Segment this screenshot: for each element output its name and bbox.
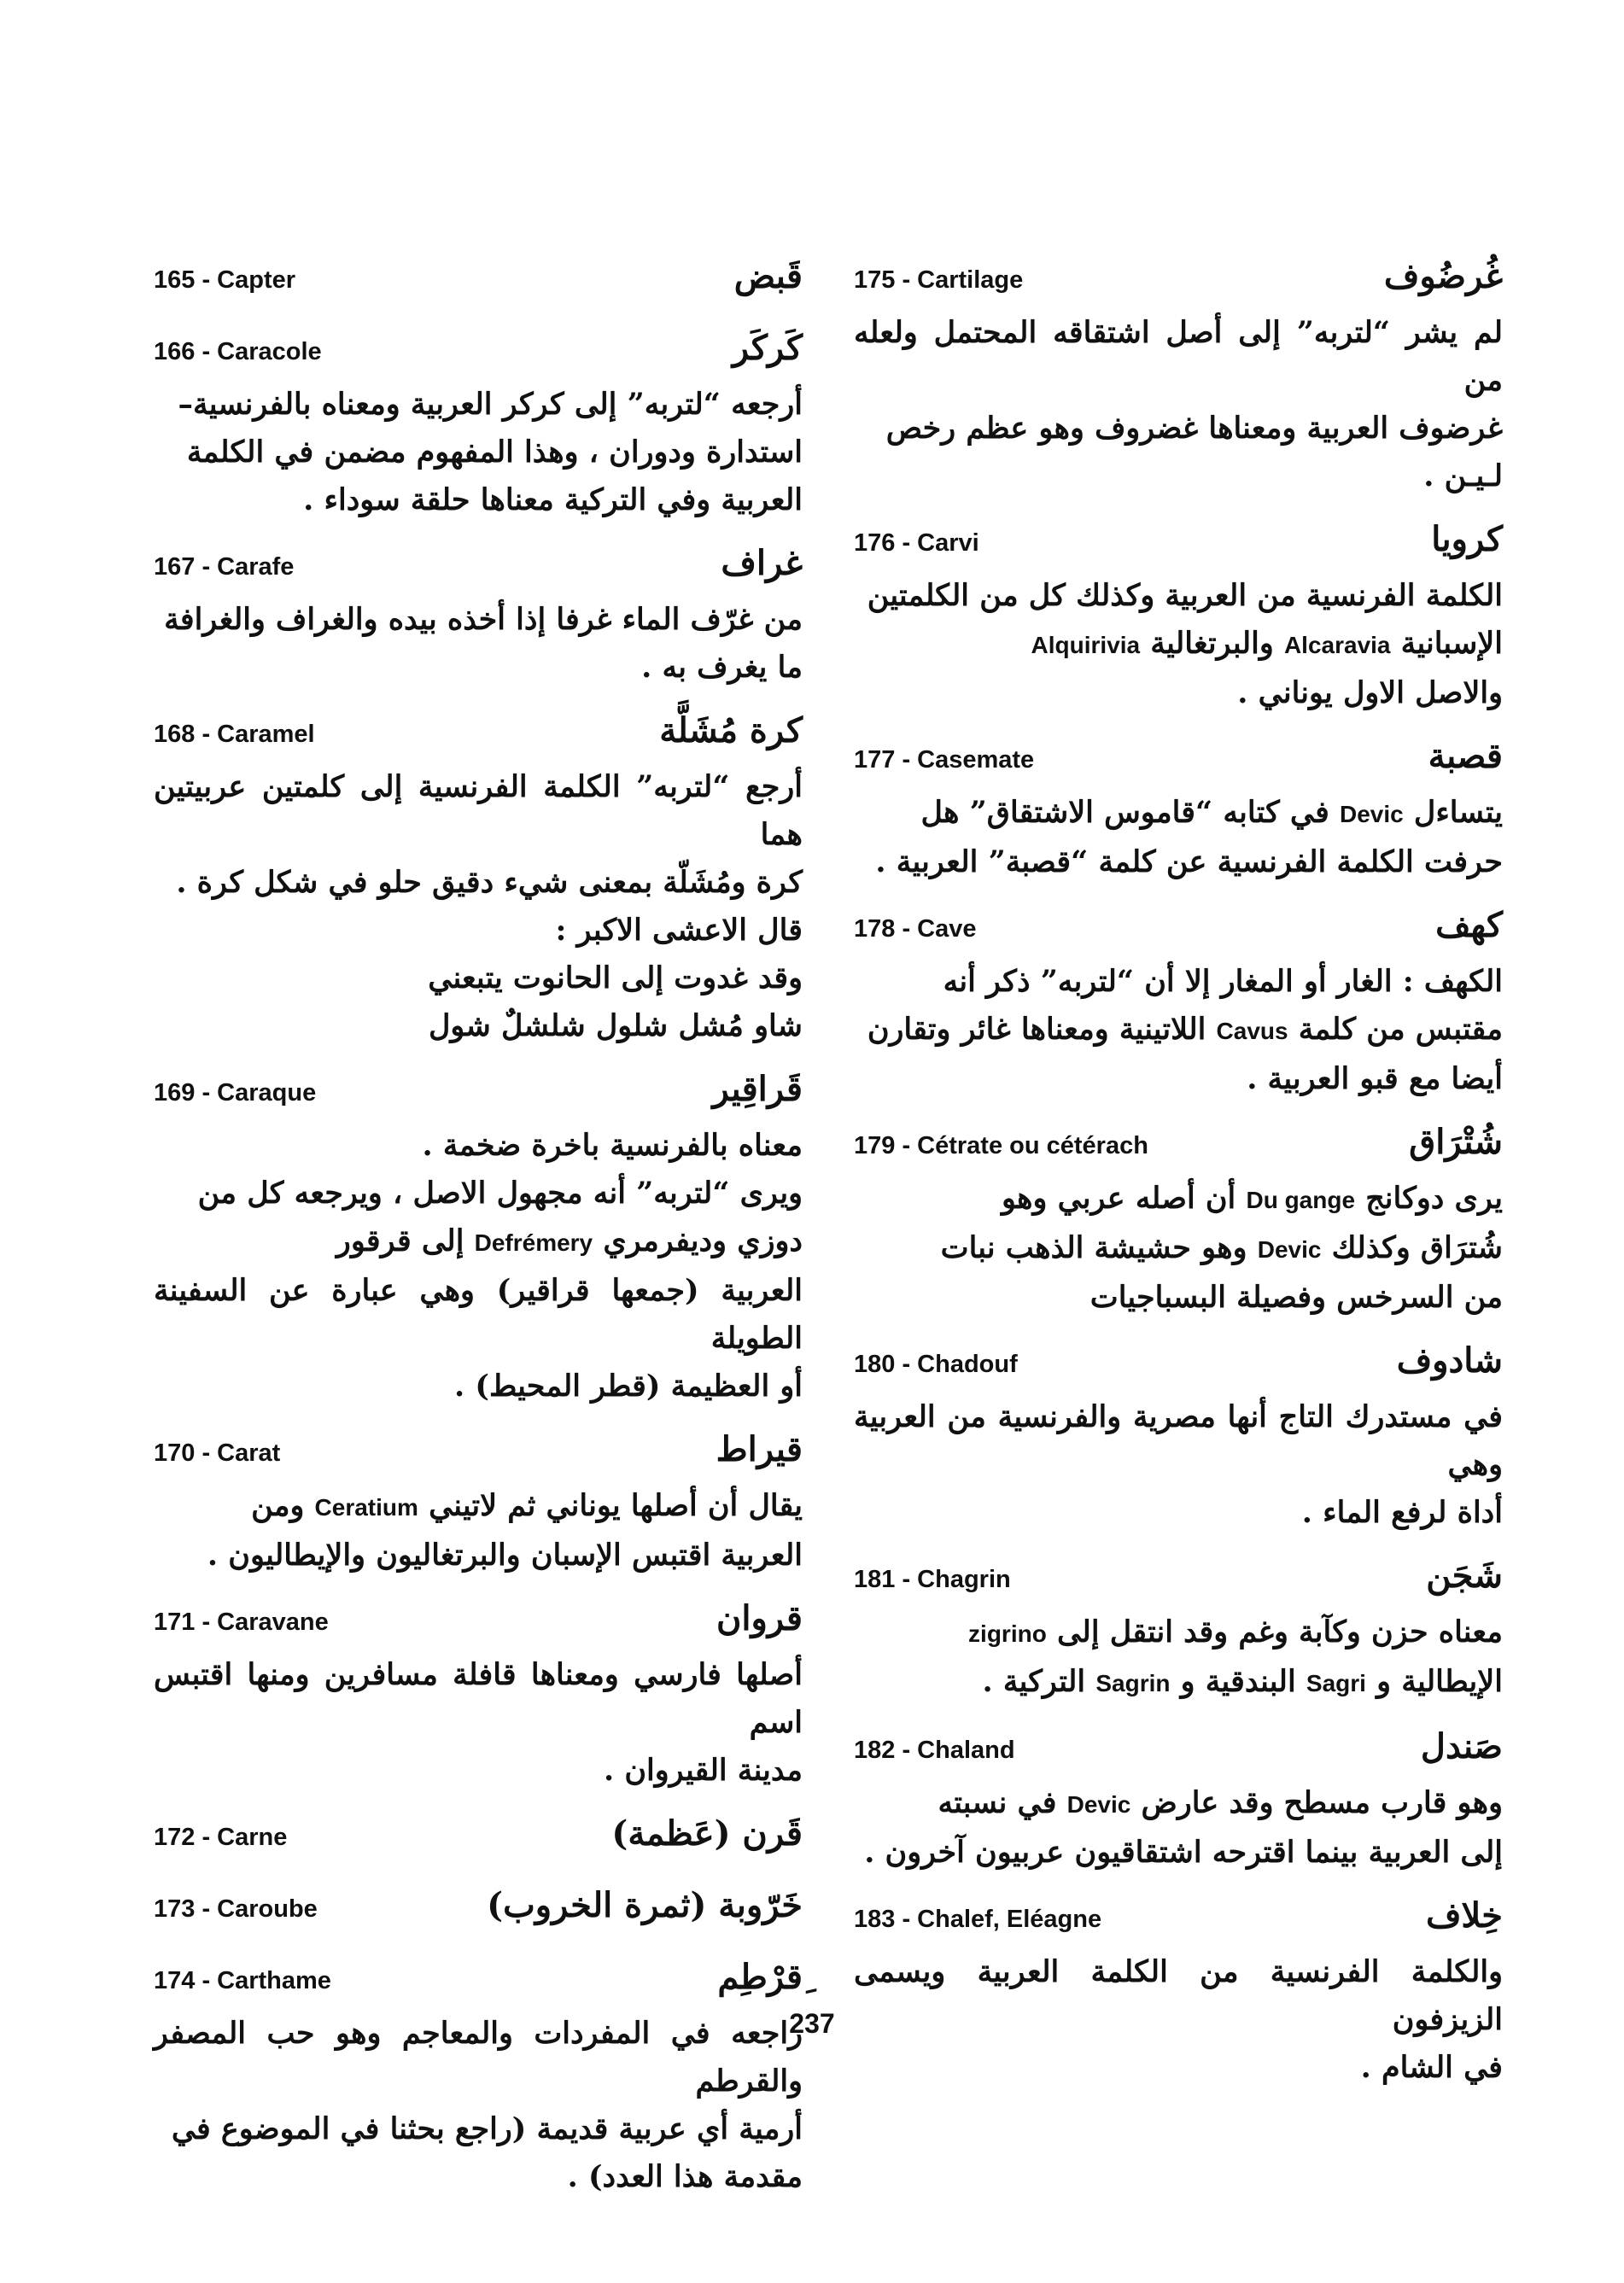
entry-text-line: راجعه في المفردات والمعاجم وهو حب المصفر والقرطم xyxy=(154,2016,803,2099)
arabic-headword: كرة مُشَلَّة xyxy=(659,710,803,750)
entry-text-line: أو العظيمة (قطر المحيط) . xyxy=(454,1369,803,1404)
entry-header xyxy=(854,905,1503,958)
entry-number: 172 - Carne xyxy=(154,1824,288,1851)
entry-text-line: أيضا مع قبو العربية . xyxy=(1247,1061,1503,1096)
entry-number: 166 - Caracole xyxy=(154,338,322,365)
arabic-headword: خِلاف xyxy=(1425,1895,1503,1936)
page-number: 237 xyxy=(789,2008,835,2039)
dictionary-entry xyxy=(154,543,803,692)
entry-text-line: في الشام . xyxy=(1360,2050,1503,2085)
entry-text-line: والكلمة الفرنسية من الكلمة العربية ويسمى الزيزفون xyxy=(854,1954,1503,2037)
entry-number: 177 - Casemate xyxy=(854,746,1035,774)
dictionary-entry xyxy=(154,1598,803,1795)
dictionary-entry xyxy=(854,1895,1503,2092)
entry-number: 171 - Caravane xyxy=(154,1609,329,1636)
arabic-headword: غُرضُوف xyxy=(1383,256,1503,296)
arabic-headword: كهف xyxy=(1435,905,1503,945)
arabic-headword: قَرن (عَظمة) xyxy=(611,1813,803,1854)
arabic-headword: كرويا xyxy=(1431,519,1503,559)
entry-text-line: إلى العربية بينما اقترحه اشتقاقيون عربيون آخرون . xyxy=(864,1835,1503,1870)
entry-text-line: كرة ومُشَلّة بمعنى شيء دقيق حلو في شكل كرة . xyxy=(176,865,803,900)
entry-header xyxy=(154,1885,803,1938)
entry-text-line: أرمية أي عربية قديمة (راجع بحثنا في الموضوع في xyxy=(171,2111,803,2146)
dictionary-entry xyxy=(854,1556,1503,1708)
entry-number: 167 - Carafe xyxy=(154,553,295,581)
entry-number: 175 - Cartilage xyxy=(854,266,1024,294)
entry-text-line: أصلها فارسي ومعناها قافلة مسافرين ومنها اقتبس اسم xyxy=(154,1657,803,1740)
entry-number: 180 - Chadouf xyxy=(854,1351,1018,1378)
entry-text-line: العربية وفي التركية معناها حلقة سوداء . xyxy=(303,482,803,517)
arabic-headword: خَرّوبة (ثمرة الخروب) xyxy=(487,1885,803,1925)
entry-text-line: ويرى “لتربه” أنه مجهول الاصل ، ويرجعه كل من xyxy=(197,1176,803,1211)
entry-number: 170 - Carat xyxy=(154,1439,281,1467)
entry-text-line: الإيطالية و Sagri البندقية و Sagrin التركية . xyxy=(982,1664,1503,1699)
entry-header xyxy=(854,1556,1503,1609)
arabic-headword: كَركَر xyxy=(732,328,803,368)
entry-text-line: من السرخس وفصيلة البسباجيات xyxy=(1089,1280,1503,1315)
dictionary-entry xyxy=(854,1122,1503,1322)
entry-text-line: غرضوف العربية ومعناها غضروف وهو عظم رخص xyxy=(885,411,1503,446)
entry-header xyxy=(854,1340,1503,1393)
entry-text-line: في مستدرك التاج أنها مصرية والفرنسية من العربية وهي xyxy=(854,1399,1503,1482)
entry-text-line: والاصل الاول يوناني . xyxy=(1237,675,1503,710)
entry-text-line: أرجعه “لتربه” إلى كركر العربية ومعناه بالفرنسية– xyxy=(178,387,803,422)
entry-text-line: يقال أن أصلها يوناني ثم لاتيني Ceratium ومن xyxy=(251,1488,803,1523)
entry-text-line: وقد غدوت إلى الحانوت يتبعني xyxy=(428,960,803,996)
entry-number: 181 - Chagrin xyxy=(854,1566,1011,1593)
latin-term: Devic xyxy=(1066,1791,1131,1818)
entry-text-line: معناه بالفرنسية باخرة ضخمة . xyxy=(422,1128,803,1163)
dictionary-entry xyxy=(154,328,803,524)
arabic-headword: قَراقِير xyxy=(712,1069,803,1109)
entry-text-line: العربية اقتبس الإسبان والبرتغاليون والإيطاليون . xyxy=(207,1538,803,1573)
entry-number: 168 - Caramel xyxy=(154,721,315,748)
latin-term: zigrino xyxy=(968,1620,1047,1647)
latin-term: Sagri xyxy=(1306,1670,1366,1696)
arabic-headword: شَجَن xyxy=(1426,1556,1503,1596)
entry-header xyxy=(154,1813,803,1866)
entry-number: 179 - Cétrate ou cétérach xyxy=(854,1132,1148,1159)
entry-number: 174 - Carthame xyxy=(154,1967,331,1994)
arabic-headword: قَبض xyxy=(733,256,803,296)
entry-text-line: يرى دوكانج Du gange أن أصله عربي وهو xyxy=(1001,1181,1503,1216)
entry-text-line: أرجع “لتربه” الكلمة الفرنسية إلى كلمتين عربيتين هما xyxy=(154,769,803,852)
latin-term: Defrémery xyxy=(474,1229,593,1256)
arabic-headword: صَندل xyxy=(1420,1726,1503,1766)
entry-number: 178 - Cave xyxy=(854,915,977,943)
dictionary-entry xyxy=(154,1069,803,1410)
entry-number: 183 - Chalef, Eléagne xyxy=(854,1906,1102,1933)
entry-header xyxy=(854,736,1503,789)
entry-text-line: شاو مُشل شلول شلشلٌ شول xyxy=(428,1008,803,1043)
entry-number: 182 - Chaland xyxy=(854,1737,1015,1764)
latin-term: Devic xyxy=(1340,801,1404,827)
dictionary-entry xyxy=(854,1340,1503,1537)
entry-text-line: الكهف : الغار أو المغار إلا أن “لتربه” ذكر أنه xyxy=(943,964,1503,999)
entry-text-line: الكلمة الفرنسية من العربية وكذلك كل من الكلمتين xyxy=(867,578,1503,613)
entry-header xyxy=(854,1122,1503,1175)
entry-header xyxy=(154,710,803,763)
dictionary-entry xyxy=(854,905,1503,1103)
left-column xyxy=(154,256,803,2220)
right-column xyxy=(854,256,1503,2111)
dictionary-entry xyxy=(154,1957,803,2201)
latin-term: Du gange xyxy=(1246,1187,1356,1213)
entry-header xyxy=(854,1895,1503,1948)
entry-header xyxy=(154,543,803,596)
entry-text-line: من غرّف الماء غرفا إذا أخذه بيده والغراف والغرافة xyxy=(164,602,803,637)
entry-text-line: دوزي وديفرمري Defrémery إلى قرقور xyxy=(336,1223,803,1258)
latin-term: Alquirivia xyxy=(1031,632,1141,658)
dictionary-entry xyxy=(154,1813,803,1866)
entry-text-line: مقدمة هذا العدد) . xyxy=(567,2159,803,2194)
dictionary-entry xyxy=(154,256,803,309)
entry-text-line: مدينة القيروان . xyxy=(603,1753,803,1788)
entry-header xyxy=(154,256,803,309)
entry-text-line: العربية (جمعها قراقير) وهي عبارة عن السفينة الطويلة xyxy=(154,1273,803,1356)
dictionary-entry xyxy=(854,519,1503,717)
entry-text-line: أداة لرفع الماء . xyxy=(1301,1495,1503,1530)
entry-text-line: ما يغرف به . xyxy=(641,650,803,685)
entry-text-line: حرفت الكلمة الفرنسية عن كلمة “قصبة” العربية . xyxy=(875,844,1503,879)
dictionary-entry xyxy=(154,710,803,1050)
entry-text-line: معناه حزن وكآبة وغم وقد انتقل إلى zigrino xyxy=(968,1614,1503,1649)
dictionary-entry xyxy=(854,1726,1503,1877)
entry-number: 173 - Caroube xyxy=(154,1895,318,1923)
entry-text-line: شُترَاق وكذلك Devic وهو حشيشة الذهب نبات xyxy=(940,1230,1503,1265)
arabic-headword: ِقرْطِم xyxy=(717,1957,803,1997)
arabic-headword: شادوف xyxy=(1396,1340,1503,1381)
entry-header xyxy=(154,1957,803,2010)
arabic-headword: شُتْرَاق xyxy=(1409,1122,1503,1162)
dictionary-entry xyxy=(154,1429,803,1579)
latin-term: Devic xyxy=(1257,1236,1322,1263)
entry-header xyxy=(154,1429,803,1482)
latin-term: Ceratium xyxy=(314,1494,418,1521)
entry-text-line: وهو قارب مسطح وقد عارض Devic في نسبته xyxy=(938,1785,1503,1820)
entry-header xyxy=(154,328,803,381)
latin-term: Alcaravia xyxy=(1283,632,1391,658)
latin-term: Cavus xyxy=(1216,1018,1288,1044)
arabic-headword: قيراط xyxy=(716,1429,803,1469)
arabic-headword: قروان xyxy=(716,1598,803,1638)
entry-text-line: لم يشر “لتربه” إلى أصل اشتقاقه المحتمل ولعله من xyxy=(854,315,1503,398)
entry-text-line: قال الاعشى الاكبر : xyxy=(555,913,803,948)
entry-text-line: يتساءل Devic في كتابه “قاموس الاشتقاق” هل xyxy=(920,795,1503,830)
dictionary-entry xyxy=(854,256,1503,500)
entry-text-line: استدارة ودوران ، وهذا المفهوم مضمن في الكلمة xyxy=(186,435,803,470)
entry-header xyxy=(854,519,1503,572)
entry-number: 169 - Caraque xyxy=(154,1079,317,1106)
latin-term: Sagrin xyxy=(1095,1670,1171,1696)
dictionary-entry xyxy=(154,1885,803,1938)
entry-number: 176 - Carvi xyxy=(854,529,979,557)
entry-header xyxy=(154,1598,803,1651)
arabic-headword: قصبة xyxy=(1428,736,1503,776)
entry-text-line: لـيـن . xyxy=(1423,458,1503,493)
entry-header xyxy=(854,1726,1503,1779)
dictionary-entry xyxy=(854,736,1503,886)
entry-text-line: مقتبس من كلمة Cavus اللاتينية ومعناها غائر وتقارن xyxy=(867,1012,1503,1047)
entry-header xyxy=(854,256,1503,309)
arabic-headword: غراف xyxy=(721,543,803,583)
entry-header xyxy=(154,1069,803,1122)
entry-number: 165 - Capter xyxy=(154,266,296,294)
entry-text-line: الإسبانية Alcaravia والبرتغالية Alquirivia xyxy=(1031,626,1503,661)
